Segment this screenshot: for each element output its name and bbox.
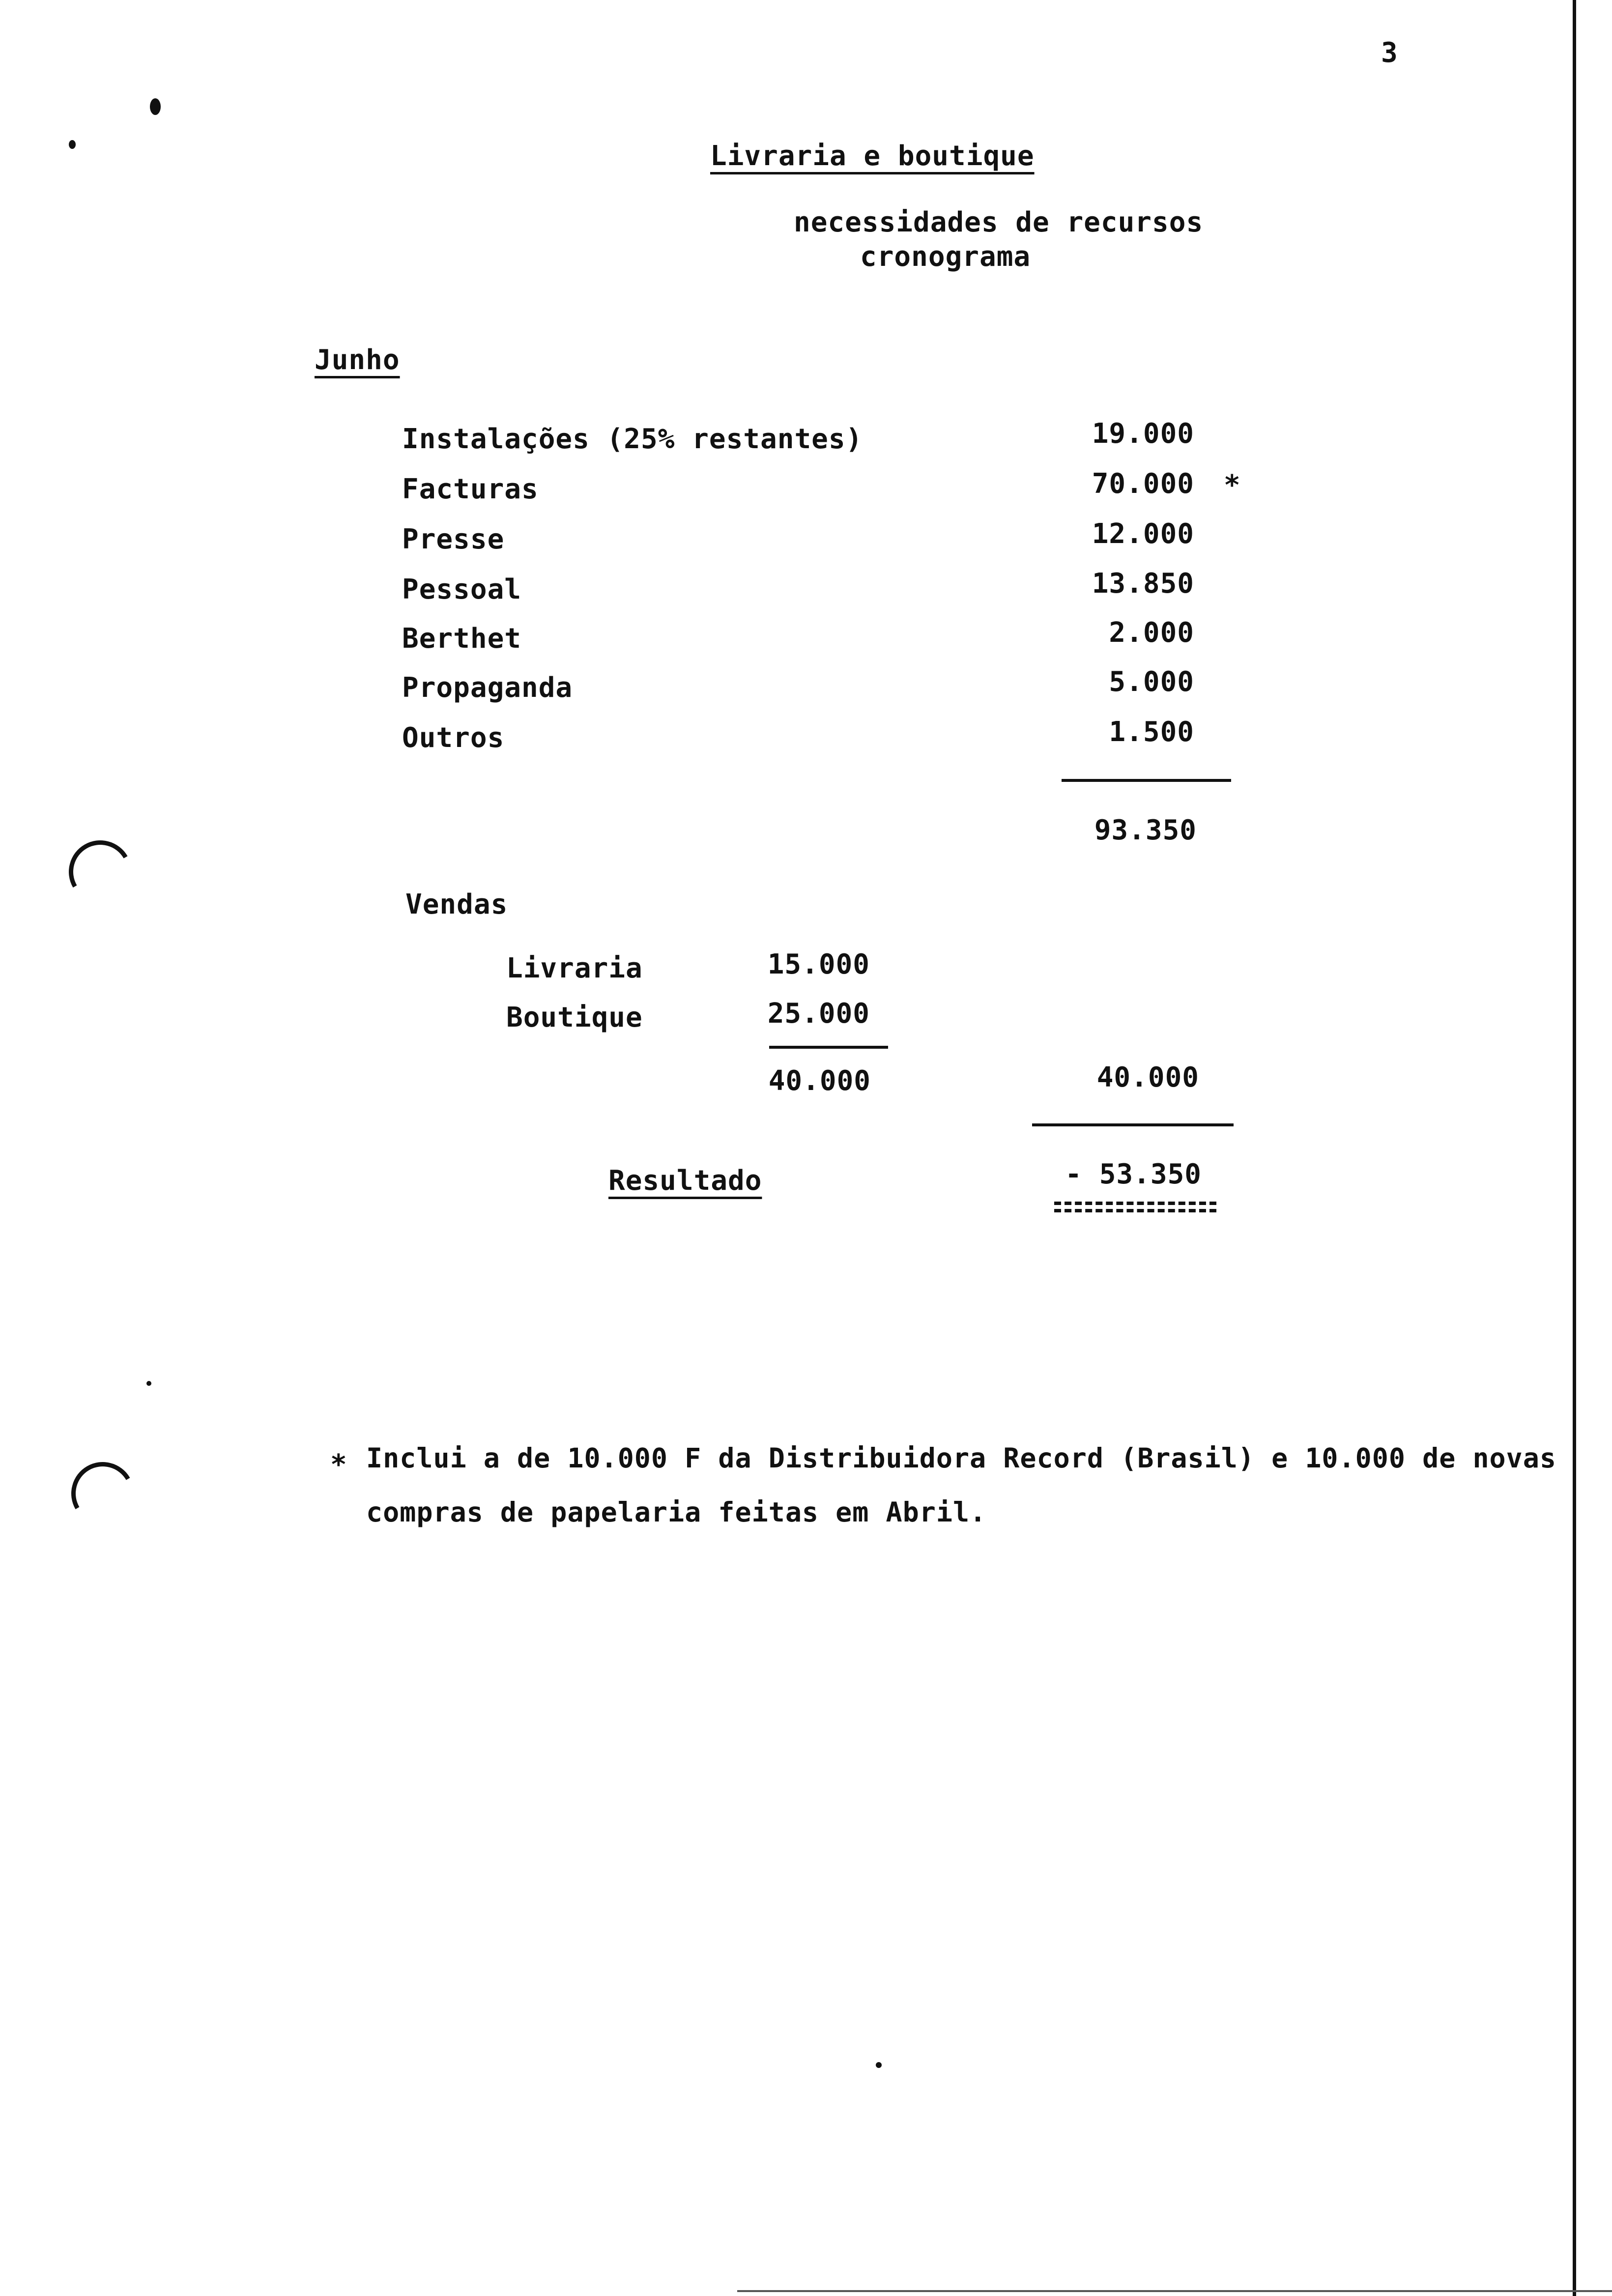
expense-value: 1.500: [1109, 716, 1194, 748]
subtitle-line-1: necessidades de recursos: [794, 206, 1204, 238]
expense-value: 5.000: [1109, 666, 1194, 698]
expense-value: 13.850: [1092, 568, 1194, 600]
expense-label: Facturas: [402, 473, 539, 505]
result-value: - 53.350: [1065, 1158, 1202, 1190]
punch-hole-mark: [62, 833, 139, 911]
expense-value: 12.000: [1092, 518, 1194, 550]
sales-subtotal: 40.000: [768, 1065, 871, 1097]
result-double-rule: [1054, 1202, 1216, 1212]
page-number: 3: [1381, 37, 1398, 69]
punch-hole-mark: [64, 1455, 142, 1532]
expense-label: Outros: [402, 722, 505, 754]
sales-total: 40.000: [1096, 1062, 1199, 1093]
ink-dot: [876, 2062, 882, 2068]
expense-label: Instalações (25% restantes): [402, 423, 863, 455]
sales-sum-rule: [769, 1046, 888, 1049]
sales-item-label: Livraria: [506, 952, 643, 984]
expense-value: 19.000: [1092, 418, 1194, 450]
sales-item-label: Boutique: [506, 1002, 643, 1033]
ink-dot: [146, 1381, 151, 1386]
expenses-total: 93.350: [1094, 814, 1197, 846]
sales-heading: Vendas: [405, 889, 508, 920]
result-label: Resultado: [608, 1165, 762, 1197]
footnote-line-2: compras de papelaria feitas em Abril.: [366, 1496, 987, 1528]
page-title: Livraria e boutique: [710, 140, 1035, 172]
ink-dot: [150, 98, 161, 115]
ink-dot: [69, 140, 76, 149]
expense-label: Propaganda: [402, 672, 573, 704]
expense-label: Pessoal: [402, 574, 522, 605]
expense-value: 70.000: [1092, 468, 1194, 500]
footnote-marker: *: [330, 1449, 347, 1481]
page-bottom-edge: [737, 2290, 1612, 2292]
subtitle-line-2: cronograma: [860, 241, 1031, 273]
expense-label: Presse: [402, 523, 505, 555]
expense-label: Berthet: [402, 623, 522, 655]
month-heading: Junho: [315, 344, 400, 376]
sales-item-value: 25.000: [767, 998, 870, 1030]
result-rule: [1032, 1123, 1234, 1126]
footnote-asterisk-marker: *: [1224, 469, 1241, 501]
expenses-sum-rule: [1062, 779, 1231, 782]
expense-value: 2.000: [1109, 617, 1194, 649]
page-edge-line: [1573, 0, 1576, 2296]
sales-item-value: 15.000: [767, 948, 870, 980]
footnote-line-1: Inclui a de 10.000 F da Distribuidora Record (Brasil) e 10.000 de novas: [366, 1442, 1557, 1474]
